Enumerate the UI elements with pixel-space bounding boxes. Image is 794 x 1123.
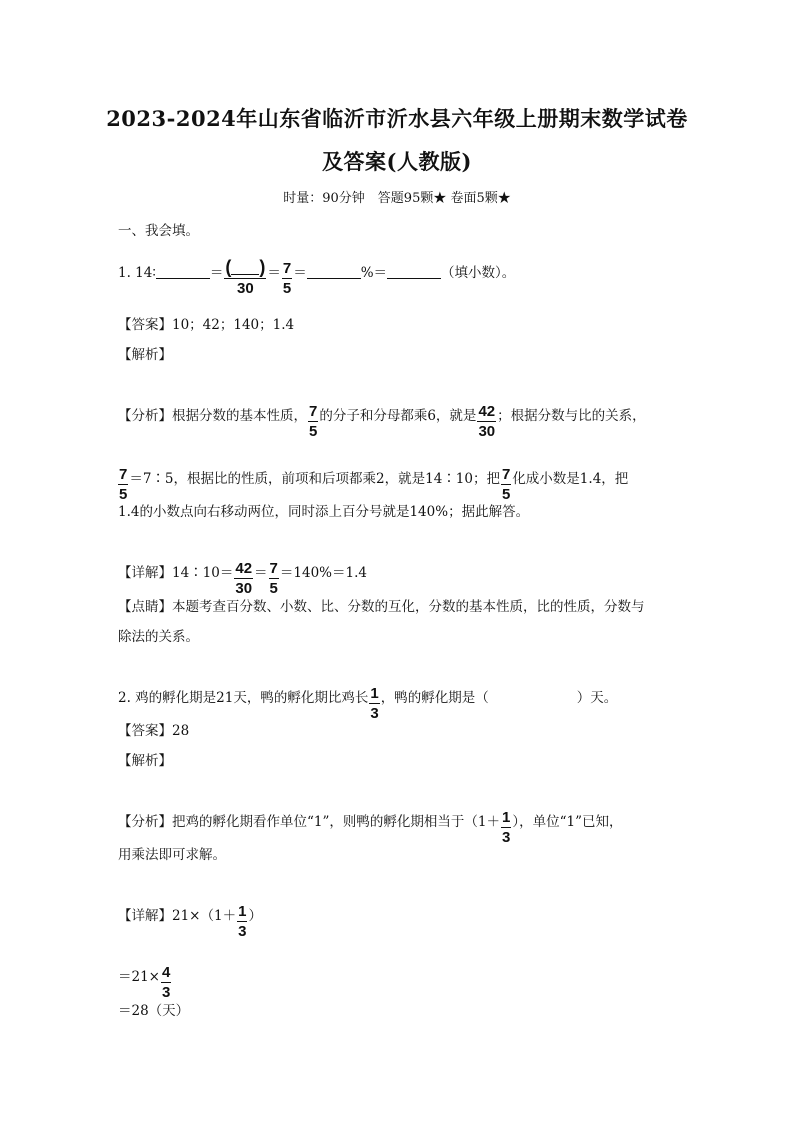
doc-meta: 时量：90分钟 答题95颗★ 卷面5颗★ — [283, 191, 511, 206]
q2-step1: ＝21× $\frac{4}{3}$ — [118, 964, 171, 1001]
q2-step2: ＝28（天） — [118, 1003, 190, 1019]
q2-fenxi-line1: 【分析】把鸡的孵化期看作单位“1”，则鸭的孵化期相当于（1＋ $\frac{1}{3}$ ），单位“1”已知， — [118, 809, 623, 846]
q1-blank-3 — [387, 265, 441, 279]
q1-fenxi-frac-42-30: $\frac{42}{30}$ — [478, 403, 496, 440]
q1-blank-2 — [307, 265, 361, 279]
q2-xiangjie: 【详解】21×（1＋ $\frac{1}{3}$ ） — [118, 903, 262, 940]
q1-blank-1 — [156, 265, 210, 279]
q1-jiexi: 【解析】 — [118, 347, 172, 363]
q1-fenxi-line2: $\frac{7}{5}$ ＝7∶5，根据比的性质，前项和后项都乘2，就是14∶10；把 $\frac{7}{5}$ 化成小数是1.4，把 — [119, 466, 629, 503]
q1-prefix: 1. 14∶ — [118, 265, 156, 281]
q2-jiexi: 【解析】 — [118, 753, 172, 769]
q1-blank-numerator — [231, 266, 259, 275]
q1-fraction-blank-30 — [224, 258, 266, 296]
q1-dianjing-line2: 除法的关系。 — [118, 629, 199, 645]
q1-paren-close: ) — [259, 257, 266, 277]
q1-answer: 【答案】10；42；140；1.4 — [118, 317, 295, 333]
q1-fenxi-line3: 1.4的小数点向右移动两位，同时添上百分号就是140%；据此解答。 — [118, 504, 530, 520]
q1-eq2: ＝ — [267, 265, 281, 281]
doc-title-line2: 及答案(人教版) — [322, 149, 472, 174]
q2-step1-frac-4-3: $\frac{4}{3}$ — [162, 964, 171, 1001]
q1-frac1-den: 30 — [237, 280, 254, 297]
q2-xiangjie-frac-1-3: $\frac{1}{3}$ — [238, 903, 247, 940]
q1-dianjing-line1: 【点睛】本题考查百分数、小数、比、分数的互化，分数的基本性质，比的性质，分数与 — [118, 599, 645, 615]
q1-line — [118, 258, 515, 296]
section-heading: 一、我会填。 — [118, 223, 199, 239]
q1-fraction-7-5: $\frac{7}{5}$ — [282, 260, 292, 297]
q1-xiangjie: 【详解】14∶10＝ $\frac{42}{30}$ ＝ $\frac{7}{5}$ ＝140%＝1.4 — [118, 560, 367, 597]
q2-line: 2. 鸡的孵化期是21天，鸭的孵化期比鸡长 $\frac{1}{3}$ ，鸭的孵化期是（ ）天。 — [118, 685, 618, 722]
q1-fenxi-frac-7-5: $\frac{7}{5}$ — [309, 403, 318, 440]
q1-percent: %＝ — [360, 265, 388, 281]
q1-paren-open: ( — [225, 257, 232, 277]
q2-fenxi-line2: 用乘法即可求解。 — [118, 847, 226, 863]
q1-eq1: ＝ — [209, 265, 224, 281]
q1-eq3: ＝ — [293, 265, 307, 281]
q1-suffix: （填小数）。 — [441, 265, 516, 281]
q2-fenxi-frac-1-3: $\frac{1}{3}$ — [501, 809, 511, 846]
q2-answer: 【答案】28 — [118, 723, 190, 739]
q1-fenxi-line1: 【分析】根据分数的基本性质， $\frac{7}{5}$ 的分子和分母都乘6，就是 $\frac{42}{30}$ ；根据分数与比的关系， — [118, 403, 646, 440]
q2-fraction-1-3: $\frac{1}{3}$ — [370, 685, 379, 722]
q1-fenxi-frac-7-5-c: $\frac{7}{5}$ — [501, 466, 511, 503]
doc-title-line1: 2023-2024年山东省临沂市沂水县六年级上册期末数学试卷 — [106, 106, 688, 131]
q1-fenxi-frac-7-5-b: $\frac{7}{5}$ — [119, 466, 128, 503]
q1-xiangjie-frac-7-5: $\frac{7}{5}$ — [269, 560, 278, 597]
q1-xiangjie-frac-42-30: $\frac{42}{30}$ — [235, 560, 253, 597]
